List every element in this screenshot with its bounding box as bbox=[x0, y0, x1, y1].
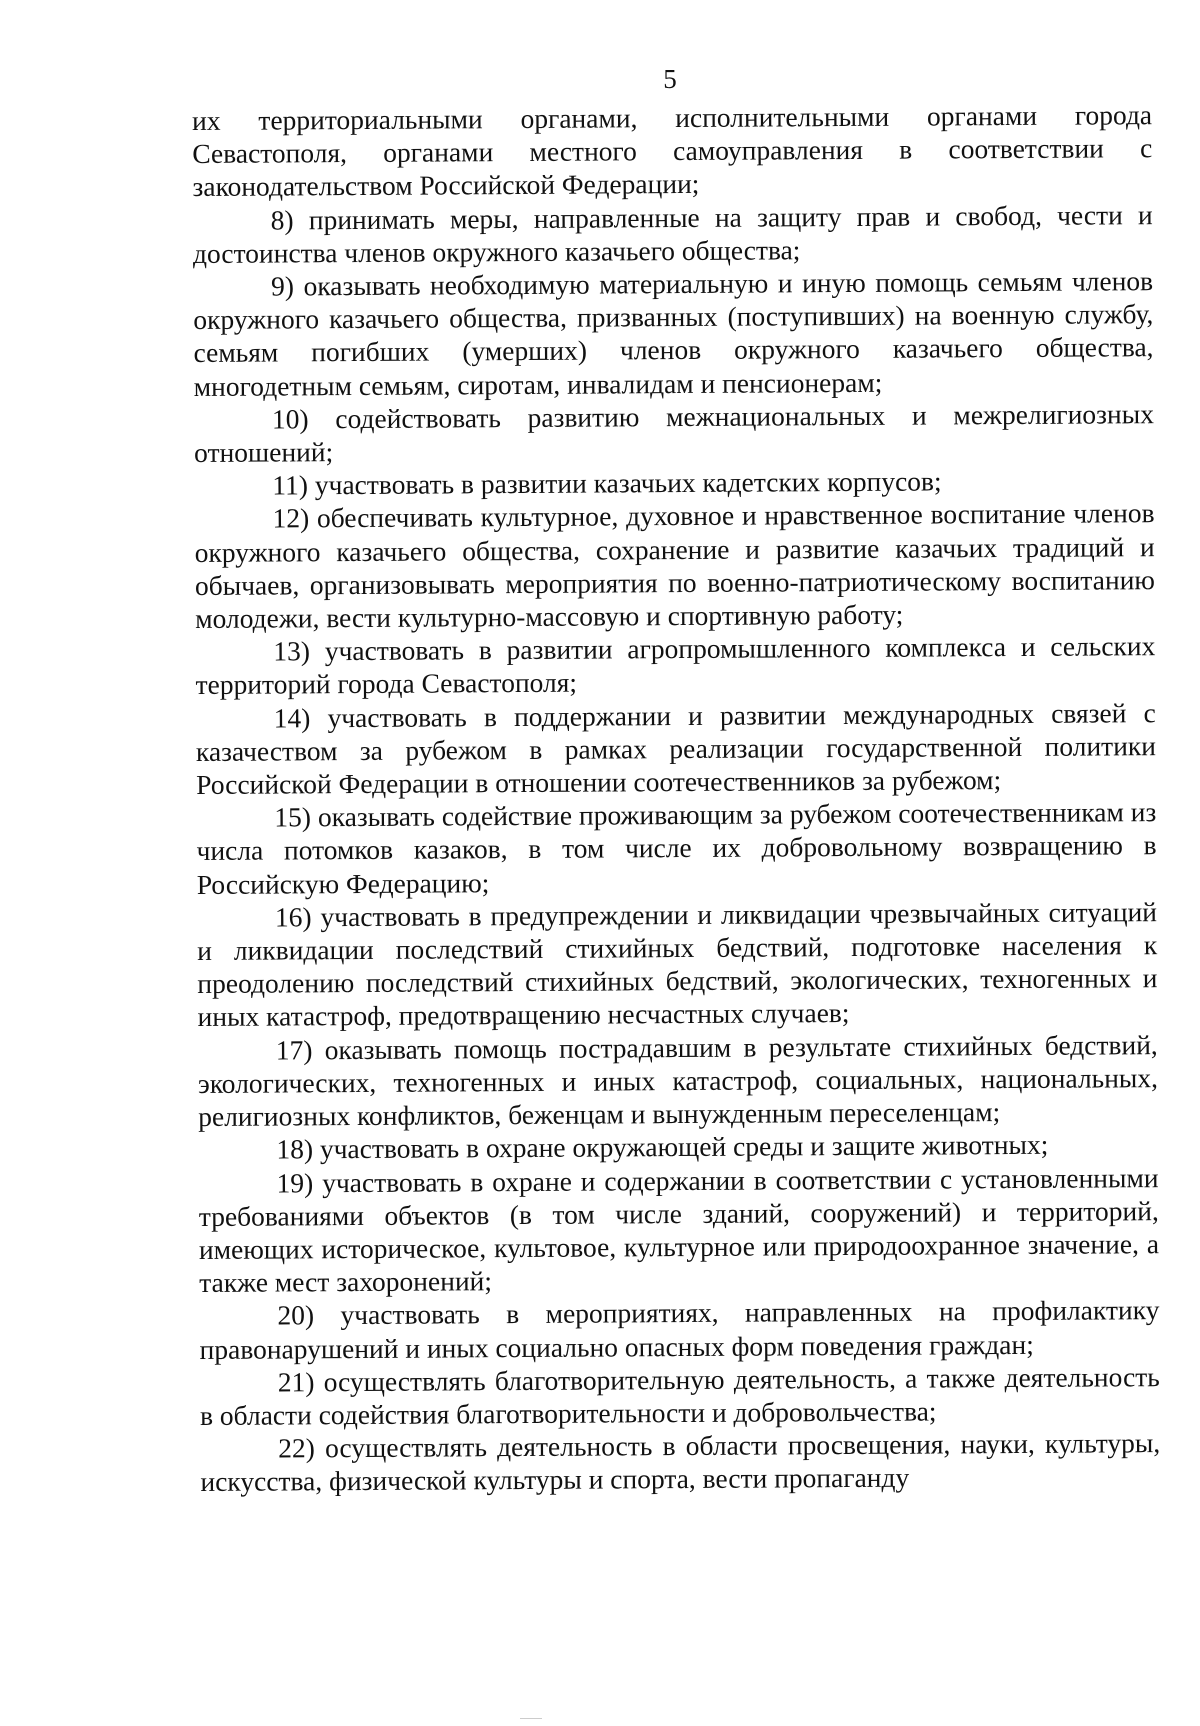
paragraph-continuation: их территориальными органами, исполнительными органами города Севастополя, органами местного самоуправления в соответствии с законодательством Российской Федерации; bbox=[192, 99, 1153, 203]
list-item-9: 9) оказывать необходимую материальную и иную помощь семьям членов окружного казачьего общества, призванных (поступивших) на военную службу, семьям погибших (умерших) членов окружного казачьего общества, многодетным семьям, сиротам, инвалидам и пенсионерам; bbox=[193, 265, 1154, 402]
list-item-11: 11) участвовать в развитии казачьих кадетских корпусов; bbox=[272, 465, 942, 501]
list-item-17: 17) оказывать помощь пострадавшим в результате стихийных бедствий, экологических, техногенных и иных катастроф, социальных, национальных, религиозных конфликтов, беженцам и вынужденным переселенцам; bbox=[197, 1028, 1159, 1133]
list-item-16: 16) участвовать в предупреждении и ликвидации чрезвычайных ситуаций и ликвидации последствий стихийных бедствий, подготовке населения к преодолению последствий стихийных бедствий, экологических, техногенных и иных катастроф, предотвращению несчастных случаев; bbox=[197, 895, 1158, 1033]
list-item-20: 20) участвовать в мероприятиях, направленных на профилактику правонарушений и иных социально опасных форм поведения граждан; bbox=[199, 1294, 1160, 1365]
list-item-8: 8) принимать меры, направленные на защиту прав и свобод, чести и достоинства членов окружного казачьего общества; bbox=[192, 198, 1153, 269]
list-item-18: 18) участвовать в охране окружающей среды и защите животных; bbox=[276, 1129, 1049, 1165]
list-item-12: 12) обеспечивать культурное, духовное и нравственное воспитание членов окружного казачьего общества, сохранение и развитие казачьих традиций и обычаев, организовывать мероприятия по военно-патриотическому воспитанию молодежи, вести культурно-массовую и спортивную работу; bbox=[194, 497, 1156, 635]
page-number: 5 bbox=[663, 64, 677, 94]
document-body bbox=[192, 98, 1161, 1498]
list-item-21: 21) осуществлять благотворительную деятельность, а также деятельность в области содействия благотворительности и добровольчества; bbox=[199, 1360, 1160, 1431]
list-item-19: 19) участвовать в охране и содержании в соответствии с установленными требованиями объектов (в том числе зданий, сооружений) и территорий, имеющих историческое, культовое, культурное или природоохранное значение, а также мест захоронений; bbox=[198, 1161, 1160, 1299]
scan-artifact bbox=[520, 1718, 542, 1723]
list-item-15: 15) оказывать содействие проживающим за рубежом соотечественникам из числа потомков казаков, в том числе их добровольному возвращению в Российскую Федерацию; bbox=[196, 796, 1157, 900]
list-item-10: 10) содействовать развитию межнациональных и межрелигиозных отношений; bbox=[194, 397, 1155, 469]
list-item-13: 13) участвовать в развитии агропромышленного комплекса и сельских территорий города Севастополя; bbox=[195, 630, 1156, 701]
list-item-22: 22) осуществлять деятельность в области просвещения, науки, культуры, искусства, физической культуры и спорта, вести пропаганду bbox=[200, 1427, 1161, 1498]
list-item-14: 14) участвовать в поддержании и развитии международных связей с казачеством за рубежом в рамках реализации государственной политики Российской Федерации в отношении соотечественников за рубежом; bbox=[195, 696, 1157, 801]
